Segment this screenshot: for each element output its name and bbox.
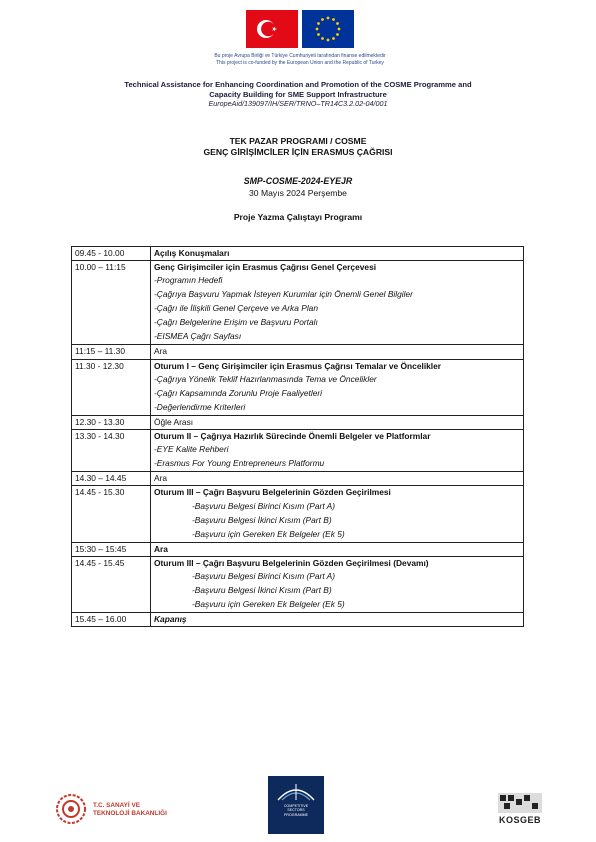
eu-flag-icon — [302, 10, 354, 48]
schedule-row — [72, 261, 524, 345]
ministry-name — [93, 802, 167, 818]
schedule-time: 14.45 - 15.45 — [72, 556, 151, 612]
programme-heading — [60, 136, 536, 158]
project-title-line2: Capacity Building for SME Support Infrastructure — [209, 89, 387, 99]
session-title: Öğle Arası — [154, 416, 194, 427]
session-subitem: -Çağrıya Yönelik Teklif Hazırlanmasında Tema ve Öncelikler — [154, 373, 377, 384]
kosgeb-name: KOSGEB — [498, 815, 541, 825]
cofunding-en: This project is co-funded by the European Union and the Republic of Turkey — [216, 60, 384, 66]
session-subitem: -Çağrı Belgelerine Erişim ve Başvuru Portalı — [154, 317, 318, 328]
schedule-content — [151, 430, 524, 472]
competitive-sectors-text — [268, 804, 324, 817]
call-code: SMP-COSME-2024-EYEJR — [243, 176, 353, 186]
schedule-time: 10.00 – 11:15 — [72, 261, 151, 345]
session-subitem: -Değerlendirme Kriterleri — [154, 401, 246, 412]
schedule-content — [151, 247, 524, 261]
schedule-time: 15:30 – 15:45 — [72, 542, 151, 556]
session-subitem: -Çağrıya Başvuru Yapmak İsteyen Kurumlar için Önemli Genel Bilgiler — [154, 289, 413, 300]
cs-line1: COMPETITIVE — [283, 804, 309, 808]
schedule-row — [72, 359, 524, 415]
schedule-time: 13.30 - 14.30 — [72, 430, 151, 472]
schedule-time: 11.30 - 12.30 — [72, 359, 151, 415]
schedule-time: 15.45 – 16.00 — [72, 613, 151, 627]
schedule-time: 14.45 - 15.30 — [72, 486, 151, 542]
session-subitem: -Başvuru için Gereken Ek Belgeler (Ek 5) — [192, 599, 345, 610]
session-title: Oturum I – Genç Girişimciler için Erasmus Çağrısı Temalar ve Öncelikler — [154, 360, 442, 371]
project-reference: EuropeAid/139097/IH/SER/TRNO–TR14C3.2.02-04/001 — [208, 99, 388, 108]
session-subitem: -Programın Hedefi — [154, 275, 223, 286]
schedule-time: 11:15 – 11.30 — [72, 345, 151, 359]
cofunding-tr: Bu proje Avrupa Birliği ve Türkiye Cumhuriyeti tarafından finanse edilmektedir — [214, 53, 386, 59]
session-subitem: -Çağrı Kapsamında Zorunlu Proje Faaliyetleri — [154, 387, 323, 398]
schedule-time: 12.30 - 13.30 — [72, 415, 151, 429]
schedule-row — [72, 556, 524, 612]
session-subitem: -Çağrı ile İlişkili Genel Çerçeve ve Arka Plan — [154, 303, 318, 314]
schedule-table — [71, 246, 524, 627]
schedule-time: 09.45 - 10.00 — [72, 247, 151, 261]
schedule-row — [72, 345, 524, 359]
session-title: Oturum II – Çağrıya Hazırlık Sürecinde Önemli Belgeler ve Platformlar — [154, 431, 431, 442]
workshop-title: Proje Yazma Çalıştayı Programı — [233, 212, 363, 222]
schedule-content — [151, 486, 524, 542]
schedule-content — [151, 415, 524, 429]
ministry-line1: T.C. SANAYİ VE — [93, 802, 140, 809]
schedule-row — [72, 415, 524, 429]
project-title-line1: Technical Assistance for Enhancing Coordination and Promotion of the COSME Programme and — [124, 80, 472, 89]
session-title: Kapanış — [154, 614, 187, 625]
schedule-row — [72, 542, 524, 556]
session-subitem: -Başvuru için Gereken Ek Belgeler (Ek 5) — [192, 528, 345, 539]
session-subitem: -Başvuru Belgesi Birinci Kısım (Part A) — [192, 500, 336, 511]
schedule-content — [151, 542, 524, 556]
schedule-row — [72, 472, 524, 486]
cs-line3: PROGRAMME — [284, 812, 308, 817]
schedule-content — [151, 261, 524, 345]
schedule-content — [151, 472, 524, 486]
programme-line1: TEK PAZAR PROGRAMI / COSME — [229, 136, 367, 146]
session-title: Oturum III – Çağrı Başvuru Belgelerinin Gözden Geçirilmesi (Devamı) — [154, 557, 429, 568]
turkey-flag-icon — [246, 10, 298, 48]
schedule-content — [151, 556, 524, 612]
project-title — [60, 80, 536, 99]
schedule-row — [72, 486, 524, 542]
session-title: Oturum III – Çağrı Başvuru Belgelerinin Gözden Geçirilmesi — [154, 487, 391, 498]
schedule-content — [151, 345, 524, 359]
session-title: Açılış Konuşmaları — [154, 248, 230, 258]
schedule-row — [72, 430, 524, 472]
schedule-row — [72, 247, 524, 261]
session-title: Ara — [154, 346, 168, 357]
session-subitem: -Başvuru Belgesi İkinci Kısım (Part B) — [192, 514, 332, 525]
schedule-time: 14.30 – 14.45 — [72, 472, 151, 486]
cofunding-note — [130, 53, 470, 67]
session-subitem: -EISMEA Çağrı Sayfası — [154, 331, 242, 342]
session-title: Ara — [154, 543, 168, 554]
session-subitem: -Başvuru Belgesi İkinci Kısım (Part B) — [192, 585, 332, 596]
event-date: 30 Mayıs 2024 Perşembe — [249, 188, 347, 198]
flags-header — [246, 10, 356, 50]
session-title: Genç Girişimciler için Erasmus Çağrısı Genel Çerçevesi — [154, 262, 377, 273]
session-title: Ara — [154, 473, 168, 484]
schedule-content — [151, 613, 524, 627]
session-subitem: -EYE Kalite Rehberi — [154, 444, 229, 455]
session-subitem: -Erasmus For Young Entrepreneurs Platformu — [154, 458, 325, 469]
ministry-line2: TEKNOLOJİ BAKANLIĞI — [93, 810, 167, 817]
session-subitem: -Başvuru Belgesi Birinci Kısım (Part A) — [192, 571, 336, 582]
schedule-row — [72, 613, 524, 627]
cs-line2: SECTORS — [287, 808, 305, 813]
programme-line2: GENÇ GİRİŞİMCİLER İÇİN ERASMUS ÇAĞRISI — [203, 147, 393, 157]
schedule-content — [151, 359, 524, 415]
